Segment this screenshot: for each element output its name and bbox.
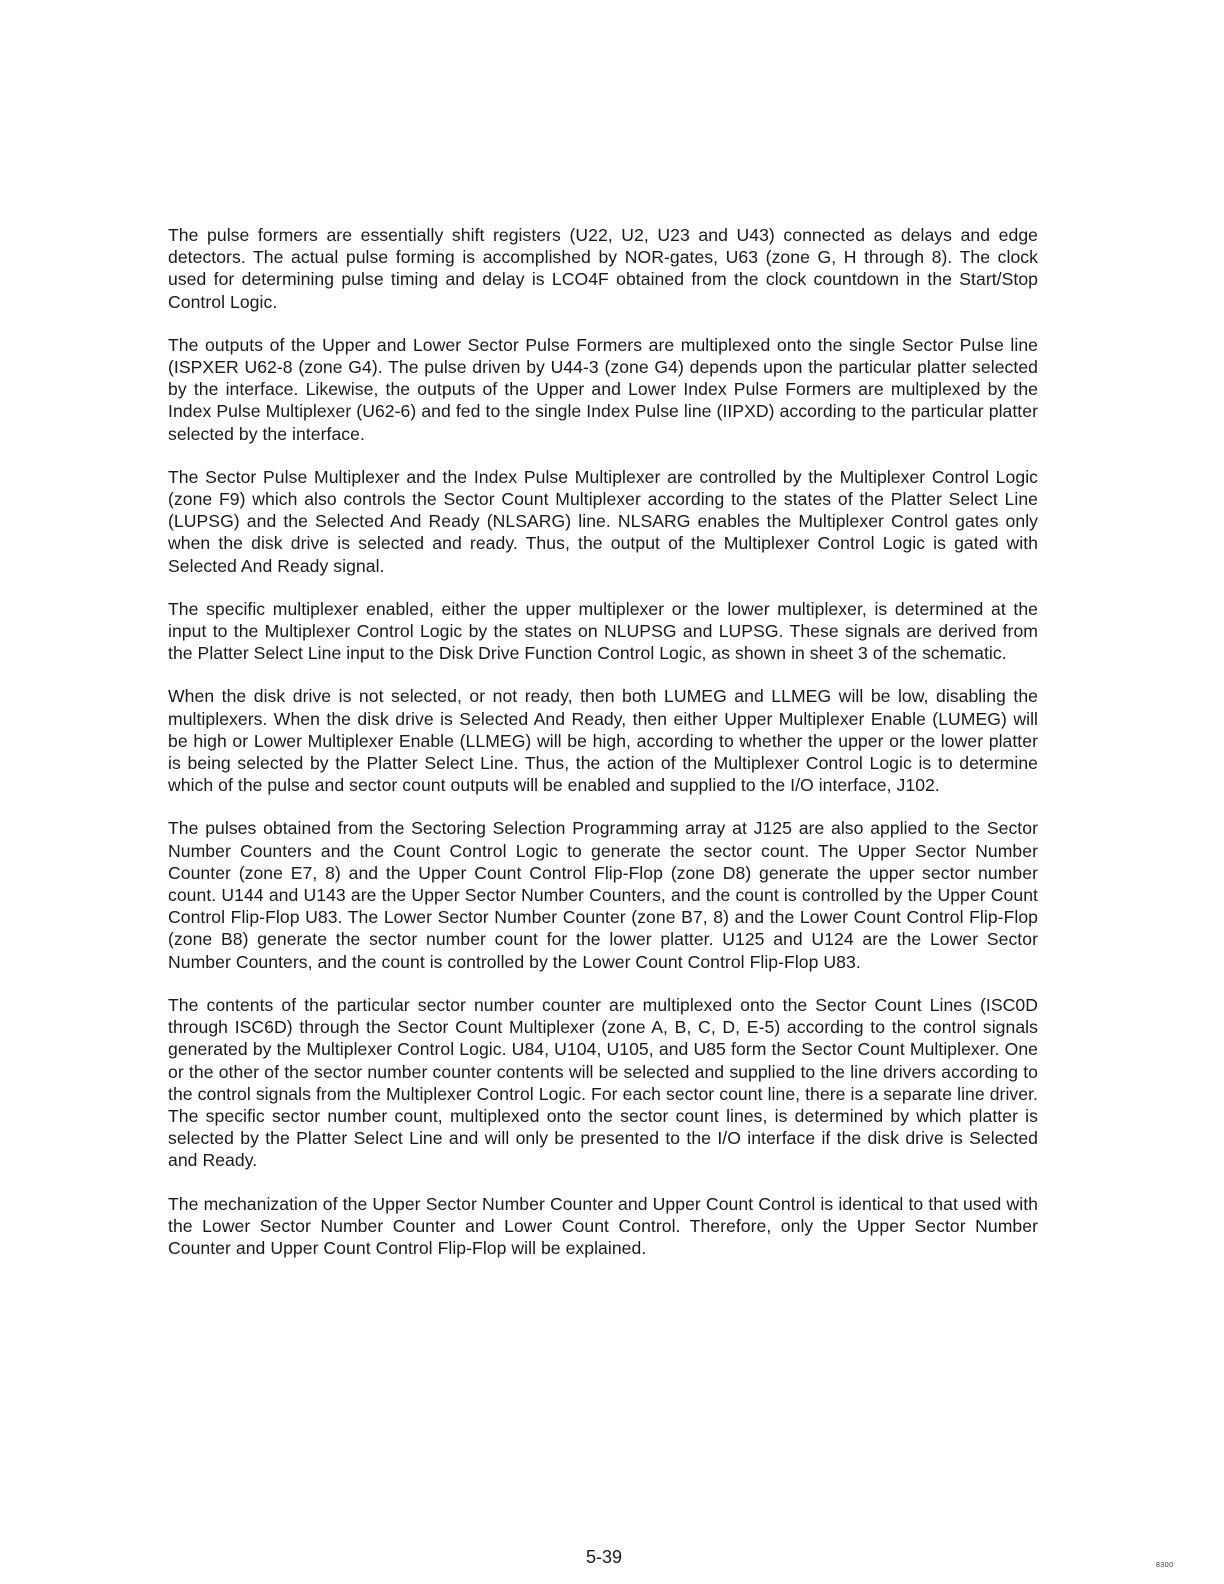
paragraph-sector-count-multiplexer: The contents of the particular sector number counter are multiplexed onto the Sector Count Lines (ISC0D through ISC6D) through the Sector Count Multiplexer (zone A, B, C, D, E-5) according to the control signals generated by the Multiplexer Control Logic. U84, U104, U105, and U85 form the Sector Count Multiplexer. One or the other of the sector number counter contents will be selected and supplied to the line drivers according to the control signals from the Multiplexer Control Logic. For each sector count line, there is a separate line driver. The specific sector number count, multiplexed onto the sector count lines, is determined by which platter is selected by the Platter Select Line and will only be presented to the I/O interface if the disk drive is Selected and Ready. (168, 994, 1038, 1171)
paragraph-specific-multiplexer: The specific multiplexer enabled, either the upper multiplexer or the lower multiplexer, is determined at the input to the Multiplexer Control Logic by the states on NLUPSG and LUPSG. These signals are derived from the Platter Select Line input to the Disk Drive Function Control Logic, as shown in sheet 3 of the schematic. (168, 598, 1038, 664)
paragraph-not-selected: When the disk drive is not selected, or not ready, then both LUMEG and LLMEG will be low, disabling the multiplexers. When the disk drive is Selected And Ready, then either Upper Multiplexer Enable (LUMEG) will be high or Lower Multiplexer Enable (LLMEG) will be high, according to whether the upper or the lower platter is being selected by the Platter Select Line. Thus, the action of the Multiplexer Control Logic is to determine which of the pulse and sector count outputs will be enabled and supplied to the I/O interface, J102. (168, 686, 1038, 796)
body-text (168, 224, 1038, 1280)
paragraph-mechanization: The mechanization of the Upper Sector Number Counter and Upper Count Control is identical to that used with the Lower Sector Number Counter and Lower Count Control. Therefore, only the Upper Sector Number Counter and Upper Count Control Flip-Flop will be explained. (168, 1193, 1038, 1258)
page-number: 5-39 (585, 1547, 623, 1567)
paragraph-pulse-formers: The pulse formers are essentially shift registers (U22, U2, U23 and U43) connected as delays and edge detectors. The actual pulse forming is accomplished by NOR-gates, U63 (zone G, H through 8). The clock used for determining pulse timing and delay is LCO4F obtained from the clock countdown in the Start/Stop Control Logic. (168, 225, 1038, 312)
paragraph-sector-pulse-outputs: The outputs of the Upper and Lower Sector Pulse Formers are multiplexed onto the single Sector Pulse line (ISPXER U62-8 (zone G4). The pulse driven by U44-3 (zone G4) depends upon the particular platter selected by the interface. Likewise, the outputs of the Upper and Lower Index Pulse Formers are multiplexed by the Index Pulse Multiplexer (U62-6) and fed to the single Index Pulse line (IIPXD) according to the particular platter selected by the interface. (168, 334, 1038, 444)
paragraph-multiplexer-control: The Sector Pulse Multiplexer and the Index Pulse Multiplexer are controlled by the Multiplexer Control Logic (zone F9) which also controls the Sector Count Multiplexer according to the states of the Platter Select Line (LUPSG) and the Selected And Ready (NLSARG) line. NLSARG enables the Multiplexer Control gates only when the disk drive is selected and ready. Thus, the output of the Multiplexer Control Logic is gated with Selected And Ready signal. (168, 466, 1038, 576)
paragraph-sector-number-counters: The pulses obtained from the Sectoring Selection Programming array at J125 are also applied to the Sector Number Counters and the Count Control Logic to generate the sector count. The Upper Sector Number Counter (zone E7, 8) and the Upper Count Control Flip-Flop (zone D8) generate the upper sector number count. U144 and U143 are the Upper Sector Number Counters, and the count is controlled by the Upper Count Control Flip-Flop U83. The Lower Sector Number Counter (zone B7, 8) and the Lower Count Control Flip-Flop (zone B8) generate the sector number count for the lower platter. U125 and U124 are the Lower Sector Number Counters, and the count is controlled by the Lower Count Control Flip-Flop U83. (168, 818, 1038, 972)
corner-mark: 8300 (1156, 1562, 1174, 1569)
